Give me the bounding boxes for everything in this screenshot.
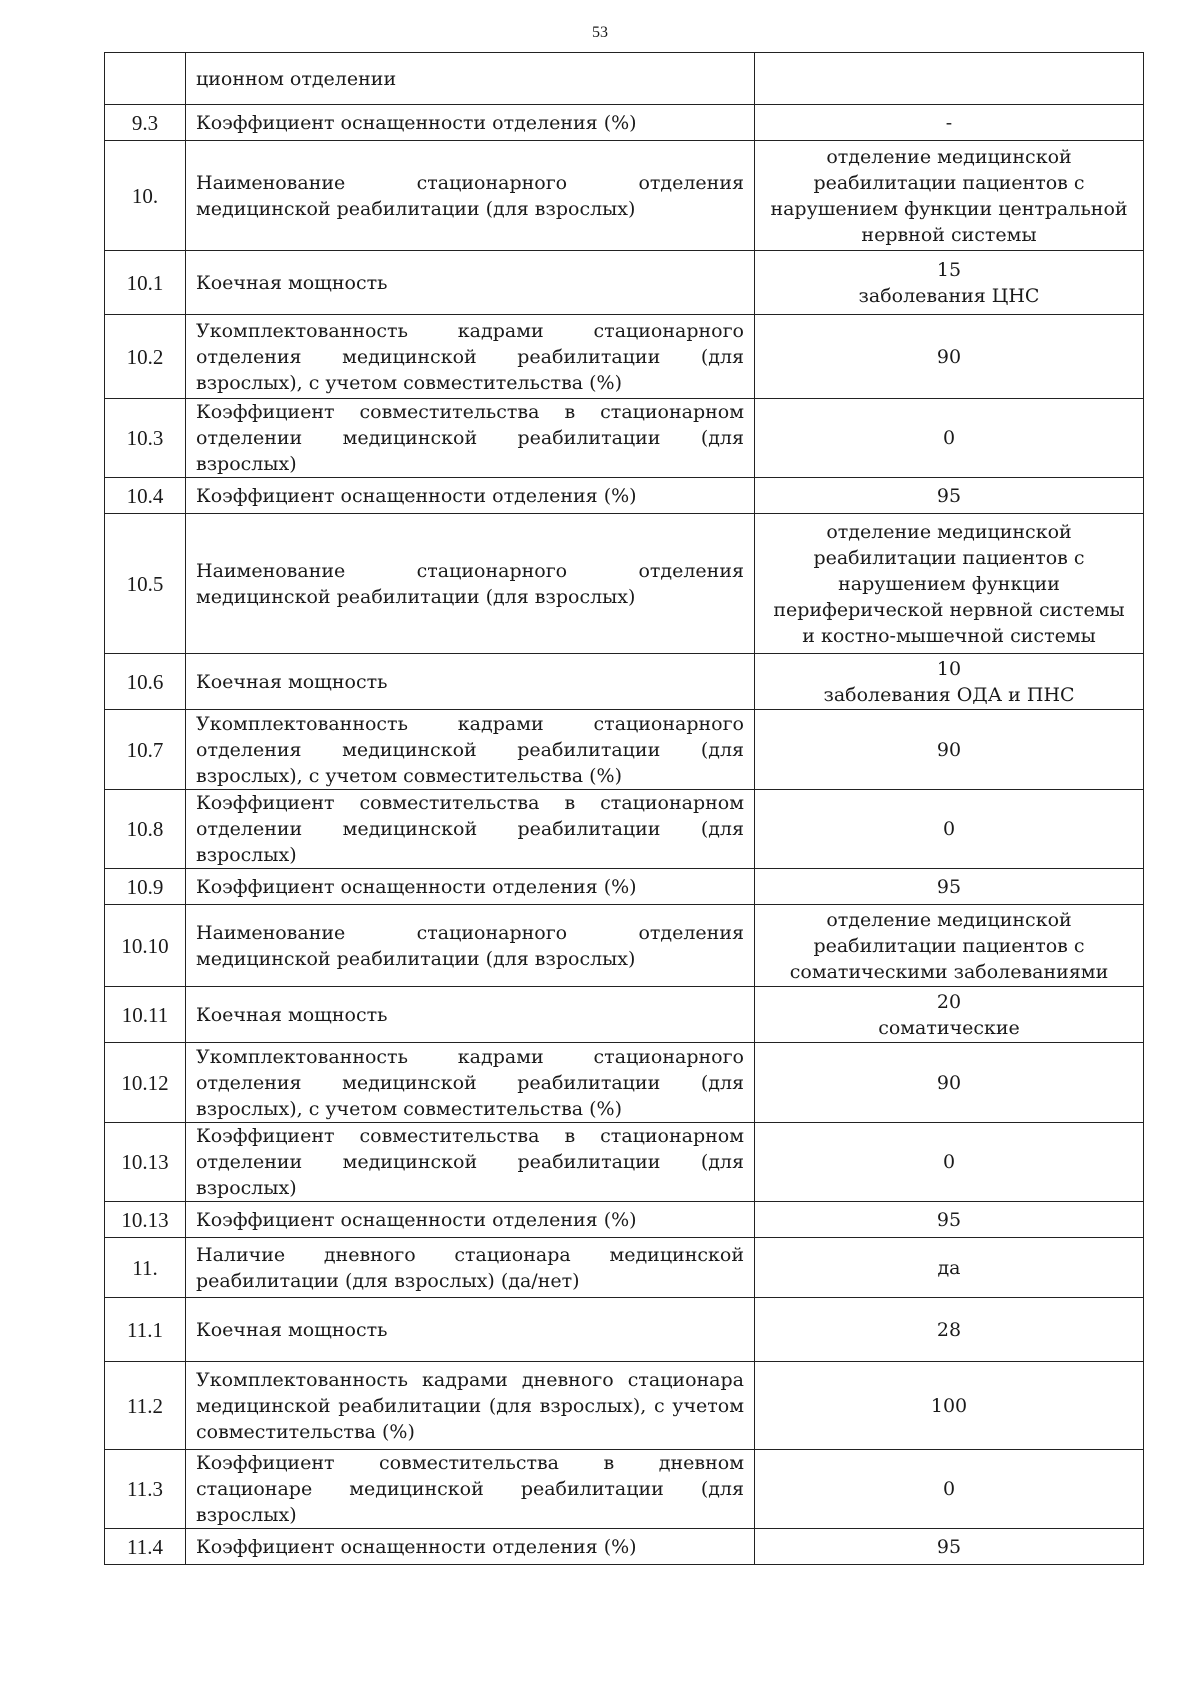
row-number: 11.1 xyxy=(105,1298,186,1362)
table-row xyxy=(105,1238,1144,1298)
table-row xyxy=(105,399,1144,478)
row-number: 10.2 xyxy=(105,315,186,399)
row-value xyxy=(755,1202,1144,1238)
row-number: 11.2 xyxy=(105,1362,186,1450)
row-number: 10.6 xyxy=(105,654,186,710)
row-number: 10.1 xyxy=(105,251,186,315)
table-row xyxy=(105,514,1144,654)
table-row xyxy=(105,869,1144,905)
row-value-main: 0 xyxy=(942,1151,956,1173)
row-value xyxy=(755,905,1144,987)
row-value xyxy=(755,1529,1144,1565)
row-description: Коэффициент совместительства в стационарном отделении медицинской реабилитации (для взрослых) xyxy=(186,399,755,478)
row-value xyxy=(755,399,1144,478)
row-value xyxy=(755,514,1144,654)
row-description: Коэффициент оснащенности отделения (%) xyxy=(186,869,755,905)
row-value-main: 0 xyxy=(942,427,956,449)
row-number: 10.8 xyxy=(105,790,186,869)
row-value-main: отделение медицинской реабилитации пациентов с нарушением функции центральной нервной системы xyxy=(770,145,1128,246)
row-description: Коэффициент совместительства в дневном стационаре медицинской реабилитации (для взрослых) xyxy=(186,1450,755,1529)
row-number: 10. xyxy=(105,141,186,251)
row-value xyxy=(755,1362,1144,1450)
row-description: Коэффициент оснащенности отделения (%) xyxy=(186,1202,755,1238)
row-value-main: 90 xyxy=(936,738,962,761)
row-number: 10.10 xyxy=(105,905,186,987)
table-row xyxy=(105,141,1144,251)
row-description: Наименование стационарного отделения медицинской реабилитации (для взрослых) xyxy=(186,905,755,987)
table-row xyxy=(105,790,1144,869)
row-value-main: 10 xyxy=(936,657,962,680)
row-description: Коэффициент оснащенности отделения (%) xyxy=(186,478,755,514)
row-description: Коечная мощность xyxy=(186,251,755,315)
row-value xyxy=(755,1450,1144,1529)
row-number: 9.3 xyxy=(105,105,186,141)
row-value xyxy=(755,105,1144,141)
row-description: Укомплектованность кадрами стационарного отделения медицинской реабилитации (для взрослых), с учетом совместительства (%) xyxy=(186,315,755,399)
row-number: 10.3 xyxy=(105,399,186,478)
row-description: Коечная мощность xyxy=(186,987,755,1043)
row-description: ционном отделении xyxy=(186,53,755,105)
row-description: Укомплектованность кадрами стационарного отделения медицинской реабилитации (для взрослых), с учетом совместительства (%) xyxy=(186,710,755,790)
row-value-main: 28 xyxy=(936,1318,962,1341)
row-description: Коэффициент оснащенности отделения (%) xyxy=(186,1529,755,1565)
row-number: 10.4 xyxy=(105,478,186,514)
row-value xyxy=(755,1238,1144,1298)
row-value xyxy=(755,1123,1144,1202)
row-value-main: 0 xyxy=(942,1478,956,1500)
row-value-main: 90 xyxy=(936,345,962,368)
row-value xyxy=(755,53,1144,105)
row-description: Наименование стационарного отделения медицинской реабилитации (для взрослых) xyxy=(186,141,755,251)
row-description: Наименование стационарного отделения медицинской реабилитации (для взрослых) xyxy=(186,514,755,654)
row-value-sub: заболевания ОДА и ПНС xyxy=(823,683,1075,706)
table-row xyxy=(105,1298,1144,1362)
row-value xyxy=(755,141,1144,251)
row-description: Наличие дневного стационара медицинской реабилитации (для взрослых) (да/нет) xyxy=(186,1238,755,1298)
table-body xyxy=(105,53,1144,1565)
row-description: Коечная мощность xyxy=(186,1298,755,1362)
row-number: 10.12 xyxy=(105,1043,186,1123)
row-value-main: 0 xyxy=(942,818,956,840)
row-value-sub: соматические xyxy=(878,1016,1020,1039)
row-value-main: 95 xyxy=(936,875,962,898)
table-row xyxy=(105,1043,1144,1123)
row-value xyxy=(755,654,1144,710)
row-value-main: 95 xyxy=(936,1208,962,1231)
row-value-main: 95 xyxy=(936,1535,962,1558)
table-row xyxy=(105,1362,1144,1450)
row-value-main: 20 xyxy=(936,990,962,1013)
row-number: 11.4 xyxy=(105,1529,186,1565)
row-value-main: 15 xyxy=(936,258,962,281)
row-value xyxy=(755,1043,1144,1123)
row-value-main: отделение медицинской реабилитации пациентов с соматическими заболеваниями xyxy=(789,908,1109,983)
row-number: 10.5 xyxy=(105,514,186,654)
row-value-main: 100 xyxy=(930,1394,968,1417)
page-number: 53 xyxy=(592,24,608,41)
row-number xyxy=(105,53,186,105)
row-value xyxy=(755,790,1144,869)
row-value xyxy=(755,869,1144,905)
row-value xyxy=(755,987,1144,1043)
row-value xyxy=(755,251,1144,315)
row-description: Укомплектованность кадрами дневного стационара медицинской реабилитации (для взрослых), с учетом совместительства (%) xyxy=(186,1362,755,1450)
table-row xyxy=(105,1450,1144,1529)
table-row xyxy=(105,905,1144,987)
row-description: Коэффициент совместительства в стационарном отделении медицинской реабилитации (для взрослых) xyxy=(186,1123,755,1202)
row-number: 10.13 xyxy=(105,1123,186,1202)
row-number: 10.13 xyxy=(105,1202,186,1238)
table-row xyxy=(105,1123,1144,1202)
row-number: 10.7 xyxy=(105,710,186,790)
row-description: Коэффициент оснащенности отделения (%) xyxy=(186,105,755,141)
table-row xyxy=(105,53,1144,105)
row-value xyxy=(755,478,1144,514)
row-value xyxy=(755,1298,1144,1362)
row-value-main: 90 xyxy=(936,1071,962,1094)
table-row xyxy=(105,251,1144,315)
table-row xyxy=(105,654,1144,710)
row-value-main: - xyxy=(945,111,953,134)
table-row xyxy=(105,478,1144,514)
table-row xyxy=(105,987,1144,1043)
row-number: 10.9 xyxy=(105,869,186,905)
row-value-sub: заболевания ЦНС xyxy=(858,284,1040,307)
table-row xyxy=(105,1529,1144,1565)
row-value xyxy=(755,315,1144,399)
row-value-main: 95 xyxy=(936,484,962,507)
row-value-main: отделение медицинской реабилитации пациентов с нарушением функции периферической нервной системы и костно-мышечной системы xyxy=(773,520,1125,647)
row-number: 10.11 xyxy=(105,987,186,1043)
row-description: Коэффициент совместительства в стационарном отделении медицинской реабилитации (для взрослых) xyxy=(186,790,755,869)
table-row xyxy=(105,710,1144,790)
table-row xyxy=(105,1202,1144,1238)
row-description: Коечная мощность xyxy=(186,654,755,710)
row-number: 11. xyxy=(105,1238,186,1298)
row-description: Укомплектованность кадрами стационарного отделения медицинской реабилитации (для взрослых), с учетом совместительства (%) xyxy=(186,1043,755,1123)
table-row xyxy=(105,105,1144,141)
indicators-table xyxy=(104,52,1144,1565)
row-value-main: да xyxy=(937,1256,961,1279)
row-number: 11.3 xyxy=(105,1450,186,1529)
table-row xyxy=(105,315,1144,399)
row-value xyxy=(755,710,1144,790)
